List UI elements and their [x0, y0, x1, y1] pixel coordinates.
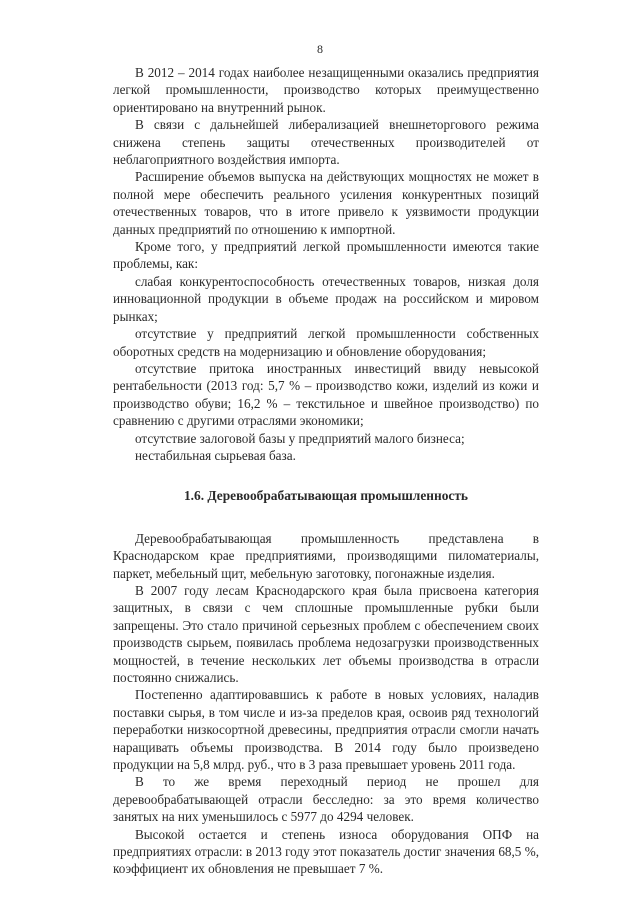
paragraph: В 2012 – 2014 годах наиболее незащищенными оказались предприятия легкой промышленности, производство которых преимущественно ориентировано на внутренний рынок. [113, 65, 539, 115]
list-item: отсутствие притока иностранных инвестиций ввиду невысокой рентабельности (2013 год: 5,7 % – производство кожи, изделий из кожи и производство обуви; 16,2 % – текстильное и швейное производство) по сравнению с другими отраслями экономики; [113, 360, 539, 429]
paragraph: Высокой остается и степень износа оборудования ОПФ на предприятиях отрасли: в 2013 году этот показатель достиг значения 68,5 %, коэффициент их обновления не превышает 7 %. [113, 826, 539, 877]
paragraph: Деревообрабатывающая промышленность представлена в Краснодарском крае предприятиями, производящими пиломатериалы, паркет, мебельный щит, мебельную заготовку, погонажные изделия. [113, 530, 539, 581]
paragraph: В то же время переходный период не прошел для деревообрабатывающей отрасли бесследно: за это время количество занятых на них уменьшилось с 5977 до 4294 человек. [113, 774, 539, 825]
section-heading: 1.6. Деревообрабатывающая промышленность [183, 488, 468, 504]
list-item: отсутствие у предприятий легкой промышленности собственных оборотных средств на модернизацию и обновление оборудования; [113, 326, 539, 359]
list-item: отсутствие залоговой базы у предприятий малого бизнеса; [135, 430, 465, 446]
paragraph: Кроме того, у предприятий легкой промышленности имеются такие проблемы, как: [113, 239, 539, 272]
paragraph: Постепенно адаптировавшись к работе в новых условиях, наладив поставки сырья, в том числе и из-за пределов края, освоив ряд технологий переработки низкосортной древесины, предприятия отрасли смогли начать наращивать объемы производства. В 2014 году было произведено продукции на 5,8 млрд. руб., что в 3 раза превышает уровень 2011 года. [113, 687, 539, 773]
page-number: 8 [317, 42, 323, 56]
list-item: слабая конкурентоспособность отечественных товаров, низкая доля инновационной продукции в объеме продаж на российском и мировом рынках; [113, 273, 539, 324]
paragraph: Расширение объемов выпуска на действующих мощностях не может в полной мере обеспечить реального усиления конкурентных позиций отечественных товаров, что в итоге привело к уязвимости продукции данных предприятий по отношению к импортной. [113, 169, 539, 237]
list-item: нестабильная сырьевая база. [135, 447, 296, 463]
paragraph: В 2007 году лесам Краснодарского края была присвоена категория защитных, в связи с чем сплошные промышленные рубки были запрещены. Это стало причиной серьезных проблем с обеспечением своих производств сырьем, появилась проблема недозагрузки производственных мощностей, в течение нескольких лет объемы производства в отрасли постоянно снижались. [113, 582, 539, 685]
body-text [113, 64, 539, 878]
paragraph: В связи с дальнейшей либерализацией внешнеторгового режима снижена степень защиты отечественных производителей от неблагоприятного воздействия импорта. [113, 117, 539, 168]
